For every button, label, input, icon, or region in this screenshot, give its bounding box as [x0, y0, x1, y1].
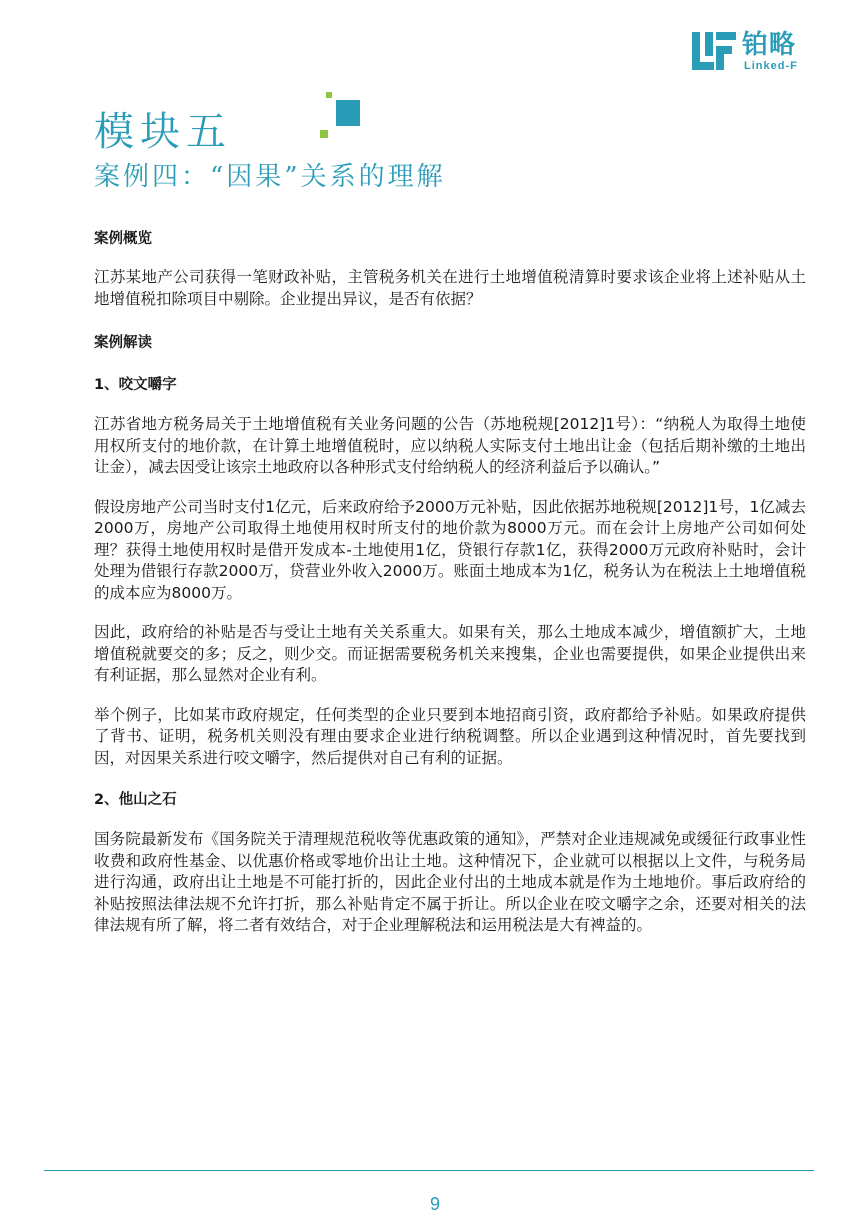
module-title: 模块五	[94, 109, 232, 155]
paragraph: 假设房地产公司当时支付1亿元，后来政府给予2000万元补贴，因此依据苏地税规[2012]1号，1亿减去2000万，房地产公司取得土地使用权时所支付的地价款为8000万元。而在会计上房地产公司如何处理？获得土地使用权时是借开发成本-土地使用1亿，贷银行存款1亿，获得2000万元政府补贴时，会计处理为借银行存款2000万，贷营业外收入2000万。账面土地成本为1亿，税务认为在税法上土地增值税的成本应为8000万。	[94, 497, 806, 602]
brand-logo	[692, 30, 812, 74]
case-title: 案例四：“因果”关系的理解	[94, 162, 446, 192]
analysis-heading: 案例解读	[94, 335, 152, 351]
linked-f-logo-icon	[692, 32, 736, 70]
paragraph: 国务院最新发布《国务院关于清理规范税收等优惠政策的通知》，严禁对企业违规减免或缓征行政事业性收费和政府性基金、以优惠价格或零地价出让土地。这种情况下，企业就可以根据以上文件，与税务局进行沟通，政府出让土地是不可能打折的，因此企业付出的土地成本就是作为土地地价。事后政府给的补贴按照法律法规不允许打折，那么补贴肯定不属于折让。所以企业在咬文嚼字之余，还要对相关的法律法规有所了解，将二者有效结合，对于企业理解税法和运用税法是大有裨益的。	[94, 830, 806, 934]
brand-name: 铂略	[742, 30, 797, 60]
subsection-heading-2: 2、他山之石	[94, 792, 177, 808]
brand-subname: Linked-F	[744, 60, 798, 72]
footer-divider	[44, 1170, 814, 1171]
overview-heading: 案例概览	[94, 231, 152, 247]
subsection-heading-1: 1、咬文嚼字	[94, 377, 177, 393]
decor-square-green-small	[326, 92, 332, 98]
decor-square-green	[320, 130, 328, 138]
decor-square-teal	[336, 100, 360, 126]
overview-paragraph: 江苏某地产公司获得一笔财政补贴，主管税务机关在进行土地增值税清算时要求该企业将上述补贴从土地增值税扣除项目中剔除。企业提出异议，是否有依据？	[94, 268, 806, 308]
paragraph: 因此，政府给的补贴是否与受让土地有关关系重大。如果有关，那么土地成本减少，增值额扩大，土地增值税就要交的多；反之，则少交。而证据需要税务机关来搜集，企业也需要提供，如果企业提供出来有利证据，那么显然对企业有利。	[94, 623, 806, 684]
paragraph: 举个例子，比如某市政府规定，任何类型的企业只要到本地招商引资，政府都给予补贴。如果政府提供了背书、证明，税务机关则没有理由要求企业进行纳税调整。所以企业遇到这种情况时，首先要找到因，对因果关系进行咬文嚼字，然后提供对自己有利的证据。	[94, 705, 806, 767]
document-body	[94, 228, 806, 937]
page-number: 9	[429, 1194, 440, 1214]
paragraph: 江苏省地方税务局关于土地增值税有关业务问题的公告（苏地税规[2012]1号）：“纳税人为取得土地使用权所支付的地价款，在计算土地增值税时，应以纳税人实际支付土地出让金（包括后期补缴的土地出让金），减去因受让该宗土地政府以各种形式支付给纳税人的经济利益后予以确认。”	[94, 415, 806, 476]
